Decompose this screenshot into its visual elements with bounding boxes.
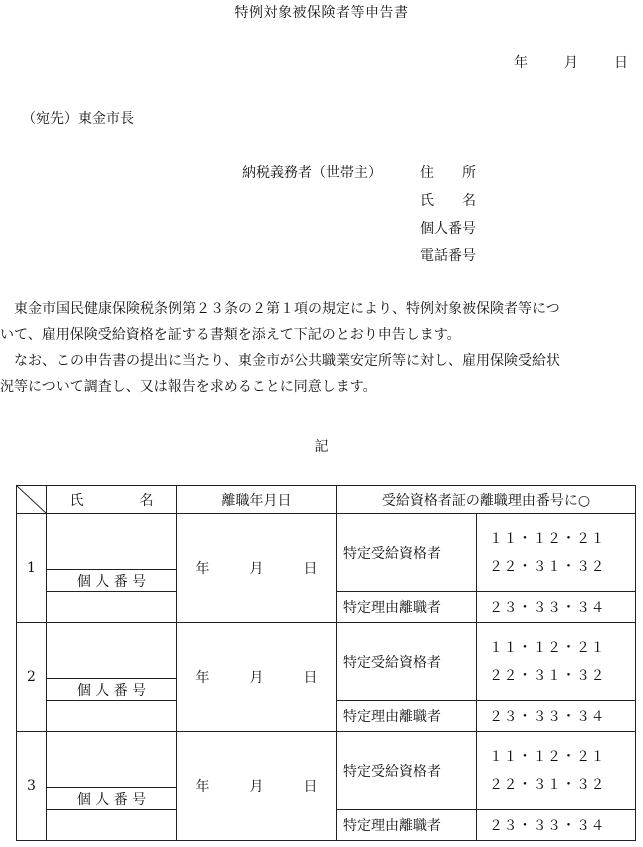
row-date-year: 年 — [195, 670, 210, 686]
row-date-month: 月 — [249, 561, 264, 577]
row-date-year: 年 — [195, 561, 210, 577]
status-specific-reason: 特定理由離職者 — [337, 810, 477, 841]
personal-number-input-cell[interactable] — [47, 701, 177, 732]
taxpayer-label: 納税義務者（世帯主） — [242, 165, 382, 181]
phone-label: 電話番号 — [420, 248, 476, 264]
codes-specific-eligible[interactable] — [477, 623, 636, 701]
document-title: 特例対象被保険者等申告書 — [234, 5, 409, 21]
personal-number-label-cell: 個 人 番 号 — [47, 788, 177, 810]
paragraph-2-line-2: 況等について調査し、又は報告を求めることに同意します。 — [0, 379, 377, 395]
name-input-cell[interactable] — [47, 514, 177, 570]
codes-line-2: ２２・３１・３２ — [489, 667, 605, 684]
personal-number-label-cell: 個 人 番 号 — [47, 570, 177, 592]
row-date-day: 日 — [303, 561, 318, 577]
codes-specific-eligible[interactable] — [477, 732, 636, 810]
status-specific-reason: 特定理由離職者 — [337, 592, 477, 623]
recipient: （宛先）東金市長 — [22, 111, 134, 127]
row-date-month: 月 — [249, 670, 264, 686]
personal-number-input-cell[interactable] — [47, 810, 177, 841]
separation-date-cell[interactable] — [177, 514, 337, 623]
name-input-cell[interactable] — [47, 732, 177, 788]
header-name: 氏 名 — [47, 486, 177, 514]
personal-number-input-cell[interactable] — [47, 592, 177, 623]
row-number: 1 — [17, 514, 47, 623]
table-row — [17, 732, 636, 788]
name-label: 氏 名 — [420, 193, 476, 209]
codes-line-1: １１・１２・２１ — [489, 639, 605, 656]
row-number: 2 — [17, 623, 47, 732]
row-date-day: 日 — [303, 779, 318, 795]
personal-number-label-cell: 個 人 番 号 — [47, 679, 177, 701]
body-text — [0, 296, 643, 400]
codes-line-2: ２２・３１・３２ — [489, 558, 605, 575]
records-table — [16, 485, 636, 841]
status-specific-eligible: 特定受給資格者 — [337, 514, 477, 592]
header-separation-date: 離職年月日 — [177, 486, 337, 514]
date-day: 日 — [614, 55, 628, 71]
codes-specific-eligible[interactable] — [477, 514, 636, 592]
row-date-day: 日 — [303, 670, 318, 686]
address-label: 住 所 — [420, 165, 476, 181]
codes-specific-reason[interactable]: ２３・３３・３４ — [477, 701, 636, 732]
date-line — [514, 52, 628, 72]
header-reason-code: 受給資格者証の離職理由番号に○ — [337, 486, 636, 514]
note-heading: 記 — [314, 439, 329, 455]
diagonal-line-icon — [17, 486, 46, 513]
paragraph-1-line-2: いて、雇用保険受給資格を証する書類を添えて下記のとおり申告します。 — [0, 327, 461, 343]
row-number: 3 — [17, 732, 47, 841]
date-year: 年 — [514, 55, 528, 71]
separation-date-cell[interactable] — [177, 623, 337, 732]
paragraph-1-line-1: 東金市国民健康保険税条例第２３条の２第１項の規定により、特例対象被保険者等につ — [0, 301, 560, 317]
status-specific-eligible: 特定受給資格者 — [337, 623, 477, 701]
row-date-month: 月 — [249, 779, 264, 795]
table-row — [17, 623, 636, 679]
row-date-year: 年 — [195, 779, 210, 795]
status-specific-reason: 特定理由離職者 — [337, 701, 477, 732]
separation-date-cell[interactable] — [177, 732, 337, 841]
codes-line-2: ２２・３１・３２ — [489, 776, 605, 793]
name-input-cell[interactable] — [47, 623, 177, 679]
date-month: 月 — [564, 55, 578, 71]
personal-number-label: 個人番号 — [420, 221, 476, 237]
codes-specific-reason[interactable]: ２３・３３・３４ — [477, 592, 636, 623]
diagonal-header-cell — [17, 486, 47, 514]
paragraph-2-line-1: なお、この申告書の提出に当たり、東金市が公共職業安定所等に対し、雇用保険受給状 — [0, 353, 560, 369]
table-row — [17, 514, 636, 570]
codes-line-1: １１・１２・２１ — [489, 530, 605, 547]
status-specific-eligible: 特定受給資格者 — [337, 732, 477, 810]
codes-specific-reason[interactable]: ２３・３３・３４ — [477, 810, 636, 841]
codes-line-1: １１・１２・２１ — [489, 748, 605, 765]
table-header-row — [17, 486, 636, 514]
